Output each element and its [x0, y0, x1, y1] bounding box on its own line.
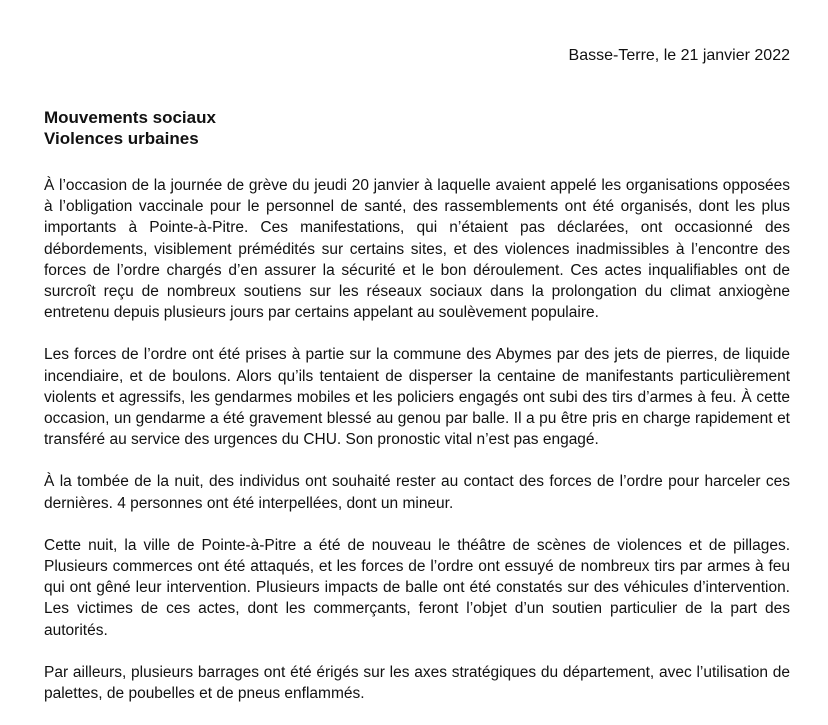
document-subtitle: Violences urbaines	[44, 129, 199, 148]
dateline: Basse-Terre, le 21 janvier 2022	[568, 47, 790, 64]
paragraph-5: Par ailleurs, plusieurs barrages ont été érigés sur les axes stratégiques du département, avec l’utilisation de palettes, de poubelles et de pneus enflammés.	[44, 663, 790, 703]
paragraph-2: Les forces de l’ordre ont été prises à partie sur la commune des Abymes par des jets de pierres, de liquide incendiaire, et de boulons. Alors qu’ils tentaient de disperser la centaine de manifestants particulièrement violents et agressifs, les gendarmes mobiles et les policiers engagés ont subi des tirs d’armes à feu. À cette occasion, un gendarme a été gravement blessé au genou par balle. Il a pu être pris en charge rapidement et transféré au service des urgences du CHU. Son pronostic vital n’est pas engagé.	[44, 346, 790, 449]
paragraph-1: À l’occasion de la journée de grève du jeudi 20 janvier à laquelle avaient appelé les organisations opposées à l’obligation vaccinale pour le personnel de santé, des rassemblements ont été organisés, dont les plus importants à Pointe-à-Pitre. Ces manifestations, qui n’étaient pas déclarées, ont occasionné des débordements, visiblement prémédités sur certains sites, et des violences inadmissibles à l’encontre des forces de l’ordre chargés d’en assurer la sécurité et le bon déroulement. Ces actes inqualifiables ont de surcroît reçu de nombreux soutiens sur les réseaux sociaux dans la prolongation du climat anxiogène entretenu depuis plusieurs jours par certains appelant au soulèvement populaire.	[44, 177, 790, 322]
document-body	[44, 175, 790, 725]
document-title: Mouvements sociaux	[44, 108, 216, 127]
paragraph-4: Cette nuit, la ville de Pointe-à-Pitre a été de nouveau le théâtre de scènes de violences et de pillages. Plusieurs commerces ont été attaqués, et les forces de l’ordre ont essuyé de nombreux tirs par armes à feu qui ont gêné leur intervention. Plusieurs impacts de balle ont été constatés sur des véhicules d’intervention. Les victimes de ces actes, dont les commerçants, feront l’objet d’un soutien particulier de la part des autorités.	[44, 536, 790, 639]
heading-block	[44, 107, 784, 149]
paragraph-3: À la tombée de la nuit, des individus ont souhaité rester au contact des forces de l’ordre pour harceler ces dernières. 4 personnes ont été interpellées, dont un mineur.	[44, 473, 790, 512]
